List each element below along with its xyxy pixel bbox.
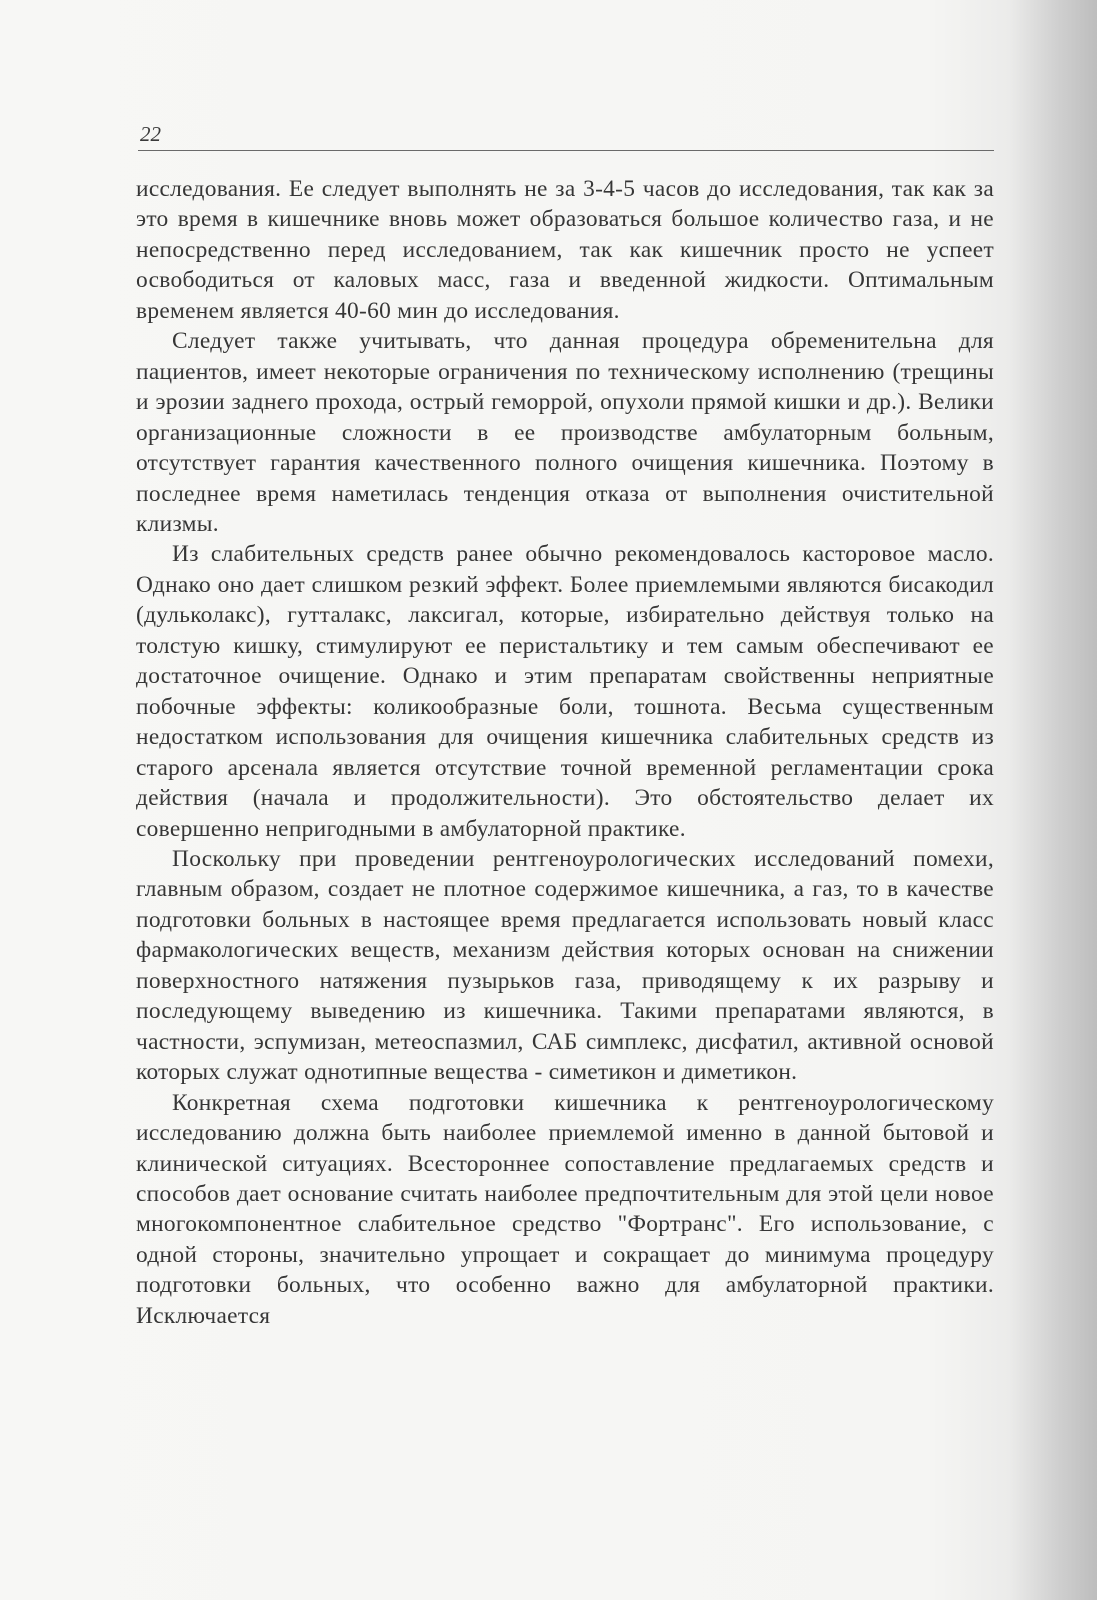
body-text [136,174,994,1331]
running-head [138,118,994,151]
page-number: 22 [140,122,161,146]
paragraph: Из слабительных средств ранее обычно рекомендовалось касторовое масло. Однако оно дает слишком резкий эффект. Более приемлемыми являются бисакодил (дульколакс), гутталакс, лаксигал, которые, избирательно действуя только на толстую кишку, стимулируют ее перистальтику и тем самым обеспечивают ее достаточное очищение. Однако и этим препаратам свойственны неприятные побочные эффекты: коликообразные боли, тошнота. Весьма существенным недостатком использования для очищения кишечника слабительных средств из старого арсенала является отсутствие точной временной регламентации срока действия (начала и продолжительности). Это обстоятельство делает их совершенно непригодными в амбулаторной практике. [136,541,994,842]
paragraph: Следует также учитывать, что данная процедура обременительна для пациентов, имеет некоторые ограничения по техническому исполнению (трещины и эрозии заднего прохода, острый геморрой, опухоли прямой кишки и др.). Велики организационные сложности в ее производстве амбулаторным больным, отсутствует гарантия качественного полного очищения кишечника. Поэтому в последнее время наметилась тенденция отказа от выполнения очистительной клизмы. [136,328,994,537]
paragraph: исследования. Ее следует выполнять не за 3-4-5 часов до исследования, так как за это время в кишечнике вновь может образоваться большое количество газа, и не непосредственно перед исследованием, так как кишечник просто не успеет освободиться от каловых масс, газа и введенной жидкости. Оптимальным временем является 40-60 мин до исследования. [136,176,994,324]
paragraph: Поскольку при проведении рентгеноурологических исследований помехи, главным образом, создает не плотное содержимое кишечника, а газ, то в качестве подготовки больных в настоящее время предлагается использовать новый класс фармакологических веществ, механизм действия которых основан на снижении поверхностного натяжения пузырьков газа, приводящему к их разрыву и последующему выведению из кишечника. Такими препаратами являются, в частности, эспумизан, метеоспазмил, САБ симплекс, дисфатил, активной основой которых служат однотипные вещества - симетикон и диметикон. [136,845,994,1086]
paragraph: Конкретная схема подготовки кишечника к рентгеноурологическому исследованию должна быть наиболее приемлемой именно в данной бытовой и клинической ситуациях. Всестороннее сопоставление предлагаемых средств и способов дает основание считать наиболее предпочтительным для этой цели новое многокомпонентное слабительное средство "Фортранс". Его использование, с одной стороны, значительно упрощает и сокращает до минимума процедуру подготовки больных, что особенно важно для амбулаторной практики. Исключается [136,1089,994,1329]
